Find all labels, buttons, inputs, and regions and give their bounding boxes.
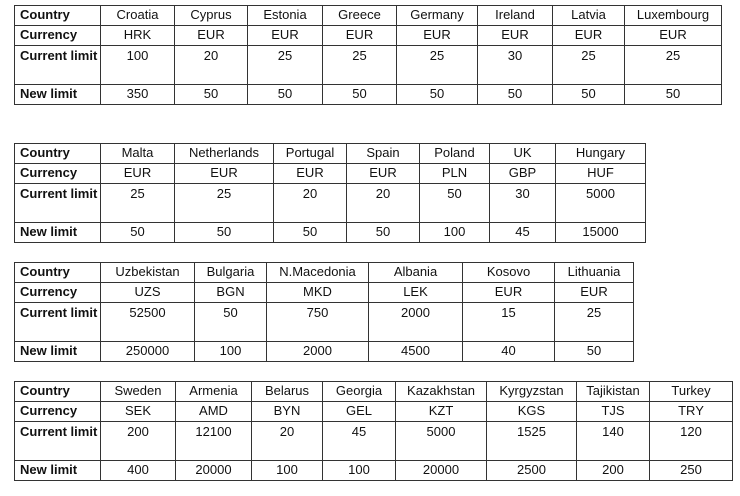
- country-row: [15, 382, 733, 402]
- new-limit-cell: 50: [101, 223, 175, 243]
- currency-cell: EUR: [101, 164, 175, 184]
- current-limit-cell: 25: [323, 46, 397, 85]
- new-limit-label: New limit: [15, 342, 101, 362]
- limits-table-4: [14, 381, 733, 481]
- country-cell: Luxembourg: [625, 6, 722, 26]
- currency-cell: UZS: [101, 283, 195, 303]
- limits-table-3: [14, 262, 634, 362]
- country-cell: Hungary: [556, 144, 646, 164]
- new-limit-cell: 250000: [101, 342, 195, 362]
- currency-cell: HRK: [101, 26, 175, 46]
- country-cell: Cyprus: [175, 6, 248, 26]
- country-cell: Belarus: [252, 382, 323, 402]
- currency-row: [15, 402, 733, 422]
- country-label: Country: [15, 382, 101, 402]
- country-row: [15, 263, 634, 283]
- new-limit-cell: 100: [252, 461, 323, 481]
- current-limit-cell: 50: [420, 184, 490, 223]
- country-cell: Greece: [323, 6, 397, 26]
- current-limit-cell: 20: [347, 184, 420, 223]
- country-cell: Spain: [347, 144, 420, 164]
- country-cell: Latvia: [553, 6, 625, 26]
- new-limit-cell: 50: [478, 85, 553, 105]
- current-limit-cell: 100: [101, 46, 175, 85]
- new-limit-cell: 15000: [556, 223, 646, 243]
- new-limit-row: [15, 461, 733, 481]
- current-limit-label: Current limit: [15, 422, 101, 461]
- currency-cell: EUR: [555, 283, 634, 303]
- new-limit-cell: 20000: [176, 461, 252, 481]
- country-cell: Albania: [369, 263, 463, 283]
- current-limit-cell: 20: [274, 184, 347, 223]
- current-limit-cell: 52500: [101, 303, 195, 342]
- currency-row: [15, 26, 722, 46]
- country-cell: Kosovo: [463, 263, 555, 283]
- country-cell: Germany: [397, 6, 478, 26]
- currency-cell: TJS: [577, 402, 650, 422]
- new-limit-cell: 100: [420, 223, 490, 243]
- currency-cell: MKD: [267, 283, 369, 303]
- country-cell: N.Macedonia: [267, 263, 369, 283]
- country-cell: Turkey: [650, 382, 733, 402]
- new-limit-cell: 400: [101, 461, 176, 481]
- new-limit-cell: 50: [555, 342, 634, 362]
- country-cell: Netherlands: [175, 144, 274, 164]
- country-cell: Croatia: [101, 6, 175, 26]
- currency-cell: EUR: [625, 26, 722, 46]
- new-limit-cell: 40: [463, 342, 555, 362]
- currency-cell: KGS: [487, 402, 577, 422]
- current-limit-cell: 20: [175, 46, 248, 85]
- current-limit-cell: 20: [252, 422, 323, 461]
- country-cell: Sweden: [101, 382, 176, 402]
- new-limit-row: [15, 223, 646, 243]
- current-limit-cell: 1525: [487, 422, 577, 461]
- new-limit-cell: 250: [650, 461, 733, 481]
- current-limit-cell: 2000: [369, 303, 463, 342]
- currency-cell: EUR: [175, 26, 248, 46]
- new-limit-cell: 4500: [369, 342, 463, 362]
- country-label: Country: [15, 144, 101, 164]
- country-cell: Tajikistan: [577, 382, 650, 402]
- country-label: Country: [15, 6, 101, 26]
- current-limit-cell: 30: [490, 184, 556, 223]
- country-cell: Poland: [420, 144, 490, 164]
- current-limit-row: [15, 46, 722, 85]
- currency-label: Currency: [15, 26, 101, 46]
- new-limit-cell: 100: [323, 461, 396, 481]
- new-limit-cell: 50: [175, 85, 248, 105]
- new-limit-cell: 50: [347, 223, 420, 243]
- new-limit-cell: 2500: [487, 461, 577, 481]
- currency-cell: PLN: [420, 164, 490, 184]
- new-limit-row: [15, 85, 722, 105]
- current-limit-cell: 25: [248, 46, 323, 85]
- new-limit-label: New limit: [15, 223, 101, 243]
- current-limit-cell: 25: [101, 184, 175, 223]
- country-cell: Estonia: [248, 6, 323, 26]
- current-limit-row: [15, 422, 733, 461]
- currency-label: Currency: [15, 402, 101, 422]
- current-limit-row: [15, 303, 634, 342]
- currency-cell: EUR: [323, 26, 397, 46]
- country-cell: Georgia: [323, 382, 396, 402]
- current-limit-cell: 45: [323, 422, 396, 461]
- currency-cell: EUR: [274, 164, 347, 184]
- new-limit-cell: 50: [625, 85, 722, 105]
- new-limit-cell: 350: [101, 85, 175, 105]
- current-limit-cell: 25: [175, 184, 274, 223]
- current-limit-cell: 200: [101, 422, 176, 461]
- currency-label: Currency: [15, 164, 101, 184]
- currency-cell: EUR: [478, 26, 553, 46]
- currency-cell: BGN: [195, 283, 267, 303]
- currency-cell: SEK: [101, 402, 176, 422]
- new-limit-cell: 50: [397, 85, 478, 105]
- current-limit-label: Current limit: [15, 184, 101, 223]
- new-limit-cell: 2000: [267, 342, 369, 362]
- currency-cell: EUR: [248, 26, 323, 46]
- current-limit-cell: 15: [463, 303, 555, 342]
- country-cell: Kyrgyzstan: [487, 382, 577, 402]
- current-limit-label: Current limit: [15, 46, 101, 85]
- current-limit-cell: 12100: [176, 422, 252, 461]
- new-limit-label: New limit: [15, 85, 101, 105]
- new-limit-cell: 50: [323, 85, 397, 105]
- current-limit-cell: 140: [577, 422, 650, 461]
- country-label: Country: [15, 263, 101, 283]
- currency-label: Currency: [15, 283, 101, 303]
- current-limit-cell: 25: [553, 46, 625, 85]
- current-limit-cell: 25: [397, 46, 478, 85]
- current-limit-label: Current limit: [15, 303, 101, 342]
- currency-cell: AMD: [176, 402, 252, 422]
- country-cell: Armenia: [176, 382, 252, 402]
- current-limit-cell: 5000: [556, 184, 646, 223]
- currency-cell: LEK: [369, 283, 463, 303]
- new-limit-row: [15, 342, 634, 362]
- currency-cell: EUR: [397, 26, 478, 46]
- new-limit-cell: 20000: [396, 461, 487, 481]
- currency-cell: GEL: [323, 402, 396, 422]
- new-limit-cell: 50: [553, 85, 625, 105]
- limits-table-1: [14, 5, 722, 105]
- currency-cell: HUF: [556, 164, 646, 184]
- currency-cell: TRY: [650, 402, 733, 422]
- current-limit-cell: 25: [625, 46, 722, 85]
- country-cell: Lithuania: [555, 263, 634, 283]
- currency-cell: EUR: [175, 164, 274, 184]
- currency-cell: EUR: [347, 164, 420, 184]
- country-row: [15, 6, 722, 26]
- current-limit-row: [15, 184, 646, 223]
- country-row: [15, 144, 646, 164]
- country-cell: UK: [490, 144, 556, 164]
- current-limit-cell: 50: [195, 303, 267, 342]
- country-cell: Malta: [101, 144, 175, 164]
- new-limit-cell: 50: [175, 223, 274, 243]
- country-cell: Uzbekistan: [101, 263, 195, 283]
- currency-cell: EUR: [463, 283, 555, 303]
- currency-row: [15, 283, 634, 303]
- currency-cell: EUR: [553, 26, 625, 46]
- currency-cell: BYN: [252, 402, 323, 422]
- limits-table-2: [14, 143, 646, 243]
- currency-row: [15, 164, 646, 184]
- currency-cell: GBP: [490, 164, 556, 184]
- new-limit-cell: 100: [195, 342, 267, 362]
- current-limit-cell: 120: [650, 422, 733, 461]
- new-limit-cell: 50: [248, 85, 323, 105]
- current-limit-cell: 5000: [396, 422, 487, 461]
- current-limit-cell: 25: [555, 303, 634, 342]
- currency-cell: KZT: [396, 402, 487, 422]
- country-cell: Bulgaria: [195, 263, 267, 283]
- new-limit-cell: 50: [274, 223, 347, 243]
- new-limit-cell: 45: [490, 223, 556, 243]
- new-limit-label: New limit: [15, 461, 101, 481]
- country-cell: Kazakhstan: [396, 382, 487, 402]
- country-cell: Portugal: [274, 144, 347, 164]
- current-limit-cell: 750: [267, 303, 369, 342]
- new-limit-cell: 200: [577, 461, 650, 481]
- country-cell: Ireland: [478, 6, 553, 26]
- current-limit-cell: 30: [478, 46, 553, 85]
